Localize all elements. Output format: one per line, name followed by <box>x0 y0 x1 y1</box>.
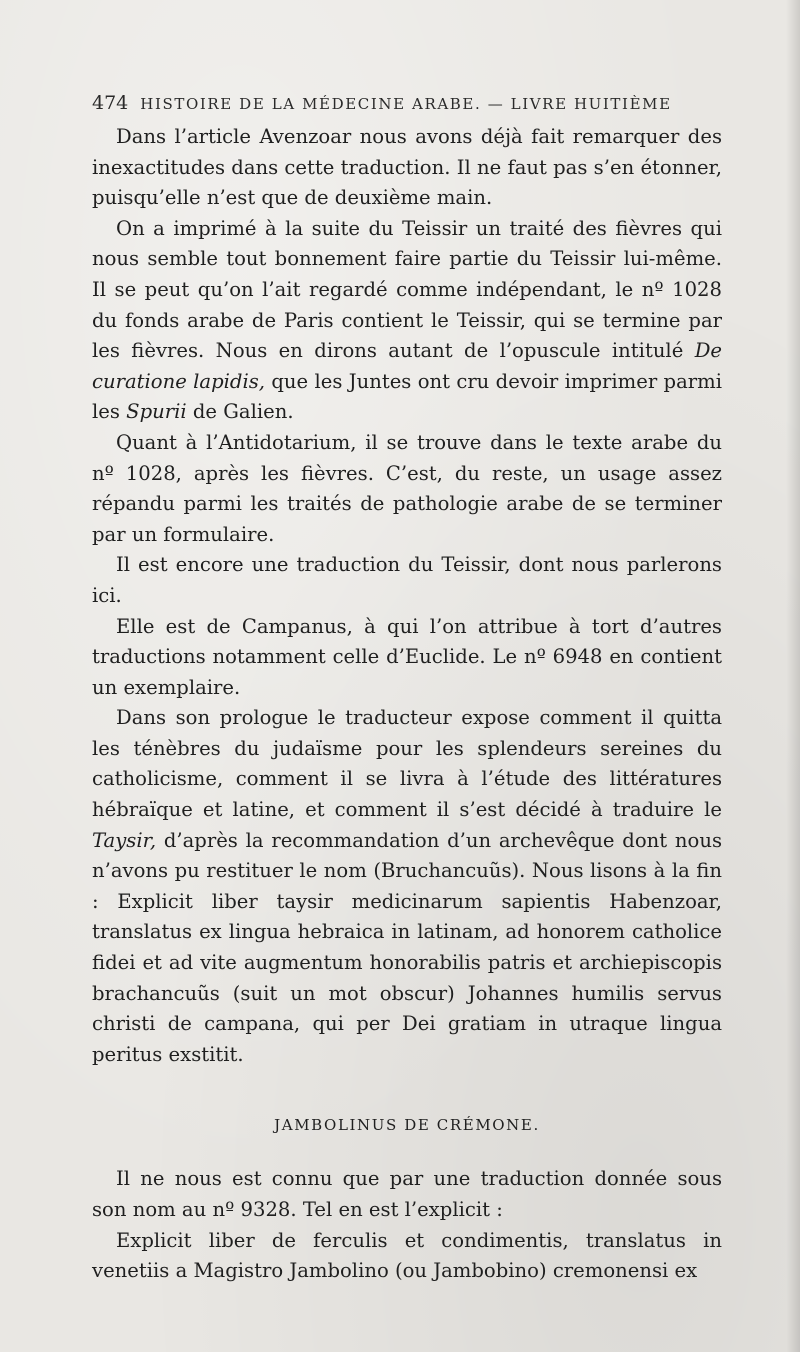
paragraph-prologue-text: Dans son prologue le traducteur expose comment il quitta les ténèbres du judaïsme pour les splendeurs sereines du catholicisme, comment il se livra à l’étude des littératures hébraïque et latine, et comment il s’est décidé à traduire le <box>92 706 722 822</box>
section-body-text <box>92 1164 722 1286</box>
paragraph-prologue <box>92 703 722 1070</box>
paragraph-fievres-text: On a imprimé à la suite du Teissir un traité des fièvres qui nous semble tout bonnement faire partie du Teissir lui-même. Il se peut qu’on l’ait regardé comme indépendant, le nº 1028 du fonds arabe de Paris contient le Teissir, qui se termine par les fièvres. Nous en dirons autant de l’opuscule intitulé <box>92 216 722 363</box>
page-edge-shadow <box>786 0 800 1352</box>
paragraph-campanus: Elle est de Campanus, à qui l’on attribue à tort d’autres traductions notamment celle d’Euclide. Le nº 6948 en contient un exemplaire. <box>92 614 722 699</box>
body-text <box>92 122 722 1070</box>
paragraph-fievres <box>92 214 722 428</box>
italic-taysir: Taysir, <box>92 828 157 852</box>
italic-de-curatione: De curatione lapidis, <box>92 339 722 393</box>
running-head <box>92 92 722 114</box>
paragraph-antidotarium: Quant à l’Antidotarium, il se trouve dans le texte arabe du nº 1028, après les fièvres. C’est, du reste, un usage assez répandu parmi les traités de pathologie arabe de se terminer par un formulaire. <box>92 430 722 546</box>
paragraph-fievres-text-3: de Galien. <box>186 400 294 424</box>
paragraph-explicit: Explicit liber de ferculis et condimentis, translatus in venetiis a Magistro Jambolino (ou Jambobino) cremonensi ex <box>92 1228 722 1283</box>
paragraph-fievres-text-2: que les Juntes ont cru devoir imprimer parmi les <box>92 369 722 424</box>
page-number: 474 <box>92 92 129 114</box>
paragraph-prologue-text-2: d’après la recommandation d’un archevêque dont nous n’avons pu restituer le nom (Bruchancuũs). Nous lisons à la fin : Explicit liber taysir medicinarum sapientis Habenzoar, translatus ex lingua hebraica in latinam, ad honorem catholice fidei et ad vite augmentum honorabilis patris et archiepiscopis brachancuũs (suit un mot obscur) Johannes humilis servus christi de campana, qui per Dei gratiam in utraque lingua peritus exstitit. <box>92 828 722 1066</box>
running-head-title: HISTOIRE DE LA MÉDECINE ARABE. — LIVRE HUITIÈME <box>140 95 672 113</box>
paragraph-avenzoar: Dans l’article Avenzoar nous avons déjà fait remarquer des inexactitudes dans cette traduction. Il ne faut pas s’en étonner, puisqu’elle n’est que de deuxième main. <box>92 125 722 210</box>
italic-spurii: Spurii <box>126 400 187 424</box>
section-title: JAMBOLINUS DE CRÉMONE. <box>274 1116 540 1135</box>
book-page <box>92 92 722 1287</box>
paragraph-jambolinus: Il ne nous est connu que par une traduction donnée sous son nom au nº 9328. Tel en est l’explicit : <box>92 1167 722 1221</box>
paragraph-traduction: Il est encore une traduction du Teissir, dont nous parlerons ici. <box>92 553 722 607</box>
